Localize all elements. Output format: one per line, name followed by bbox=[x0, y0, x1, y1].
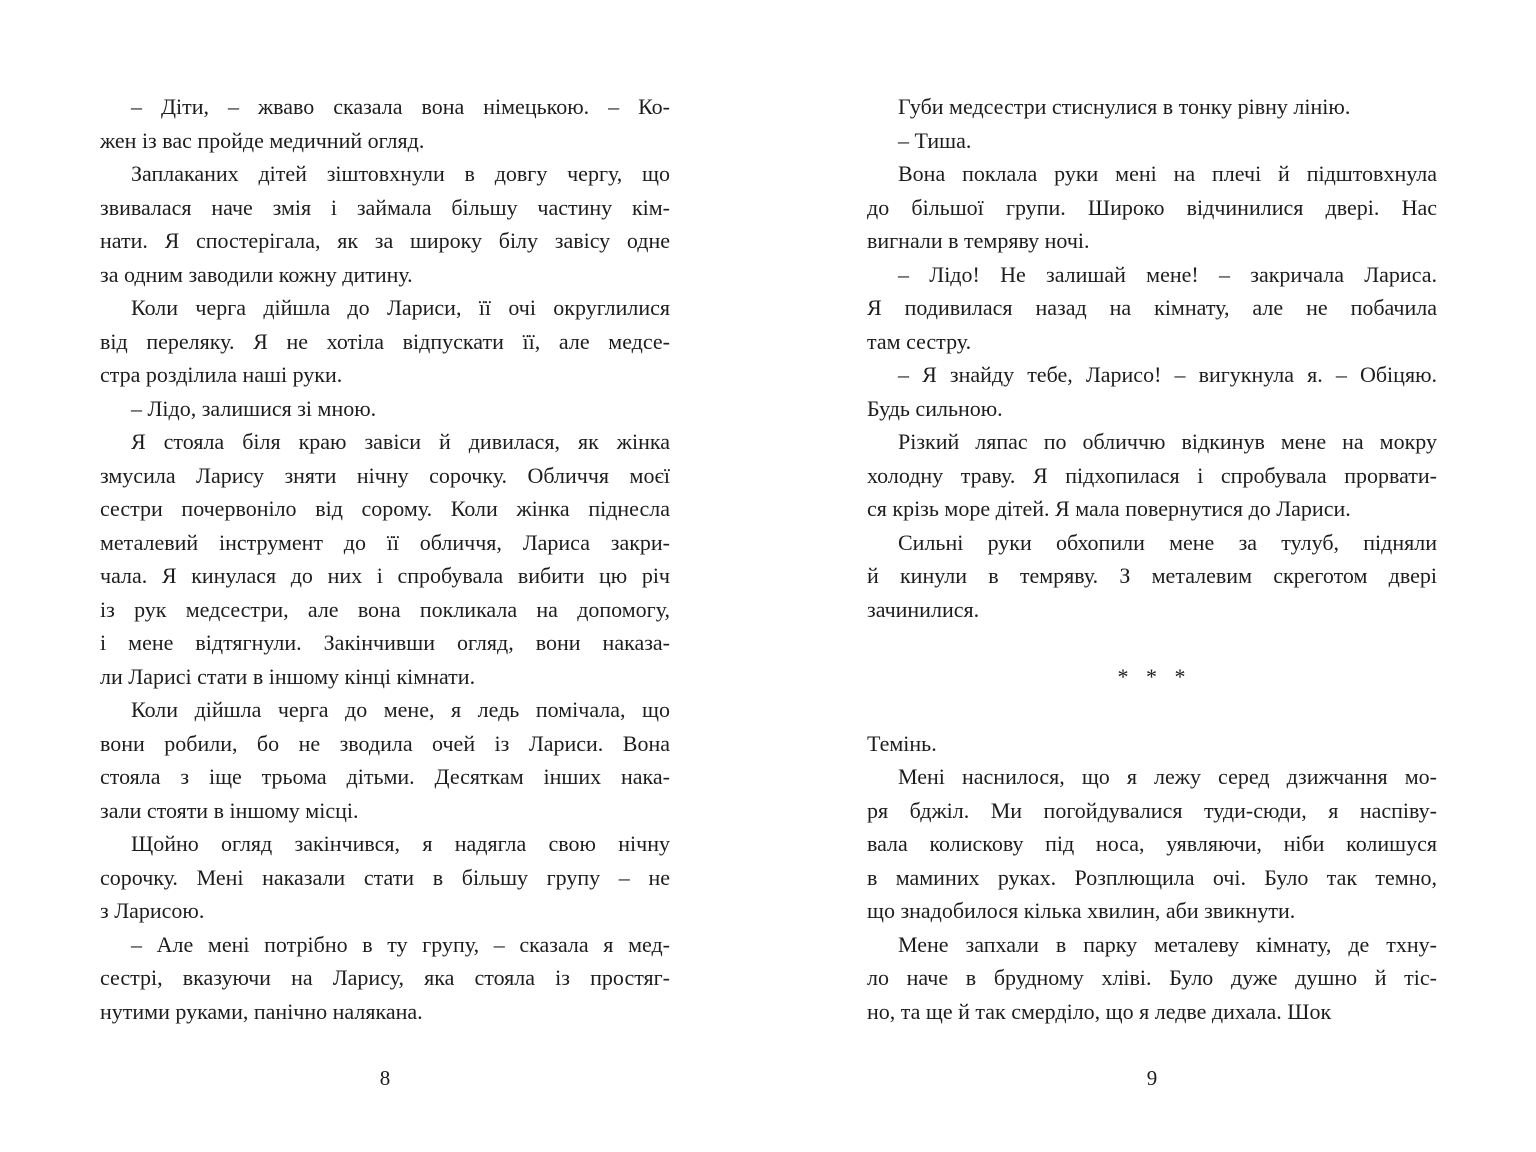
text-line: металевий інструмент до її обличчя, Лариса закри- bbox=[100, 529, 670, 555]
section-separator: * * * bbox=[1117, 663, 1187, 689]
text-line: – Лідо, залишися зі мною. bbox=[131, 395, 377, 421]
text-line: вала колискову під носа, уявляючи, ніби колишуся bbox=[867, 831, 1437, 856]
text-line: ря бджіл. Ми погойдувалися туди-сюди, я наспіву- bbox=[867, 797, 1437, 823]
paragraph bbox=[867, 760, 1437, 928]
text-line: за одним заводили кожну дитину. bbox=[100, 261, 413, 287]
text-line: і мене відтягнули. Закінчивши огляд, вони наказа- bbox=[100, 630, 670, 655]
text-line: Я стояла біля краю завіси й дивилася, як жінка bbox=[131, 429, 670, 454]
text-line: – Лідо! Не залишай мене! – закричала Лариса. bbox=[898, 261, 1437, 287]
text-line: Коли дійшла черга до мене, я ледь помічала, що bbox=[131, 697, 670, 722]
text-line: Мені наснилося, що я лежу серед дзижчання мо- bbox=[898, 764, 1437, 789]
page-number-right: 9 bbox=[1146, 1066, 1158, 1090]
text-line: ли Ларисі стати в іншому кінці кімнати. bbox=[100, 663, 476, 689]
text-line: зали стояти в іншому місці. bbox=[100, 797, 359, 823]
text-line: сестрі, вказуючи на Ларису, яка стояла із простяг- bbox=[100, 965, 670, 990]
text-line: в маминих руках. Розплющила очі. Було так темно, bbox=[867, 864, 1437, 890]
text-line: холодну траву. Я підхопилася і спробувала прорвати- bbox=[867, 462, 1437, 488]
paragraph bbox=[867, 526, 1437, 627]
text-line: ся крізь море дітей. Я мала повернутися до Лариси. bbox=[867, 496, 1351, 521]
text-line: стояла з іще трьома дітьми. Десяткам інших нака- bbox=[100, 764, 670, 789]
text-line: звивалася наче змія і займала більшу частину кім- bbox=[100, 194, 670, 220]
text-line: нутими руками, панічно налякана. bbox=[100, 998, 423, 1024]
paragraph bbox=[867, 124, 1437, 158]
text-line: там сестру. bbox=[867, 328, 972, 354]
text-line: – Я знайду тебе, Ларисо! – вигукнула я. – Обіцяю. bbox=[898, 362, 1437, 387]
text-line: – Діти, – жваво сказала вона німецькою. – Ко- bbox=[131, 94, 670, 119]
paragraph bbox=[100, 90, 670, 157]
paragraph bbox=[100, 928, 670, 1029]
text-line: чала. Я кинулася до них і спробувала вибити цю річ bbox=[100, 563, 670, 588]
paragraph bbox=[867, 425, 1437, 526]
paragraph bbox=[100, 392, 670, 426]
text-line: Будь сильною. bbox=[867, 395, 1003, 421]
text-line: що знадобилося кілька хвилин, аби звикнути. bbox=[867, 898, 1296, 923]
text-line: Темінь. bbox=[867, 730, 937, 756]
paragraph bbox=[100, 157, 670, 291]
text-line: жен із вас пройде медичний огляд. bbox=[100, 127, 425, 153]
paragraph bbox=[100, 827, 670, 928]
text-line: Коли черга дійшла до Лариси, її очі округлилися bbox=[131, 295, 670, 320]
text-line: Різкий ляпас по обличчю відкинув мене на мокру bbox=[898, 429, 1437, 454]
paragraph bbox=[100, 291, 670, 392]
text-line: до більшої групи. Широко відчинилися двері. Нас bbox=[867, 194, 1437, 220]
paragraph bbox=[867, 358, 1437, 425]
text-line: сестри почервоніло від сорому. Коли жінка піднесла bbox=[100, 496, 670, 521]
text-line: – Тиша. bbox=[898, 127, 972, 153]
text-line: Губи медсестри стиснулися в тонку рівну лінію. bbox=[898, 94, 1351, 119]
paragraph bbox=[867, 157, 1437, 258]
text-line: – Але мені потрібно в ту групу, – сказала я мед- bbox=[131, 931, 670, 957]
text-line: Вона поклала руки мені на плечі й підштовхнула bbox=[898, 161, 1437, 186]
text-line: вигнали в темряву ночі. bbox=[867, 228, 1090, 253]
page-text-left bbox=[100, 90, 670, 1028]
text-line: Щойно огляд закінчився, я надягла свою нічну bbox=[131, 831, 670, 856]
page-text-right bbox=[867, 90, 1437, 1028]
paragraph bbox=[867, 258, 1437, 359]
text-line: Я подивилася назад на кімнату, але не побачила bbox=[867, 295, 1437, 320]
paragraph bbox=[867, 727, 1437, 761]
paragraph bbox=[867, 90, 1437, 124]
text-line: вони робили, бо не зводила очей із Лариси. Вона bbox=[100, 730, 670, 756]
text-line: Мене запхали в парку металеву кімнату, де тхну- bbox=[898, 931, 1437, 957]
text-line: стра розділила наші руки. bbox=[100, 362, 343, 387]
page-number-left: 8 bbox=[379, 1066, 391, 1090]
text-line: від переляку. Я не хотіла відпускати її, але медсе- bbox=[100, 328, 670, 354]
paragraph bbox=[867, 928, 1437, 1029]
text-line: змусила Ларису зняти нічну сорочку. Обличчя моєї bbox=[100, 462, 670, 488]
text-line: сорочку. Мені наказали стати в більшу групу – не bbox=[100, 864, 670, 890]
text-line: з Ларисою. bbox=[100, 898, 205, 923]
text-line: ло наче в брудному хліві. Було дуже душно й тіс- bbox=[867, 965, 1437, 990]
text-line: із рук медсестри, але вона покликала на допомогу, bbox=[100, 596, 670, 622]
text-line: нати. Я спостерігала, як за широку білу завісу одне bbox=[100, 228, 670, 253]
text-line: Сильні руки обхопили мене за тулуб, підняли bbox=[898, 529, 1437, 555]
paragraph bbox=[100, 425, 670, 693]
text-line: но, та ще й так смерділо, що я ледве дихала. Шок bbox=[867, 998, 1332, 1024]
page-left bbox=[100, 90, 670, 1130]
text-line: Заплаканих дітей зіштовхнули в довгу чергу, що bbox=[131, 161, 670, 186]
text-line: й кинули в темряву. З металевим скреготом двері bbox=[867, 563, 1437, 588]
paragraph bbox=[100, 693, 670, 827]
page-right bbox=[867, 90, 1437, 1130]
text-line: зачинилися. bbox=[867, 596, 980, 622]
